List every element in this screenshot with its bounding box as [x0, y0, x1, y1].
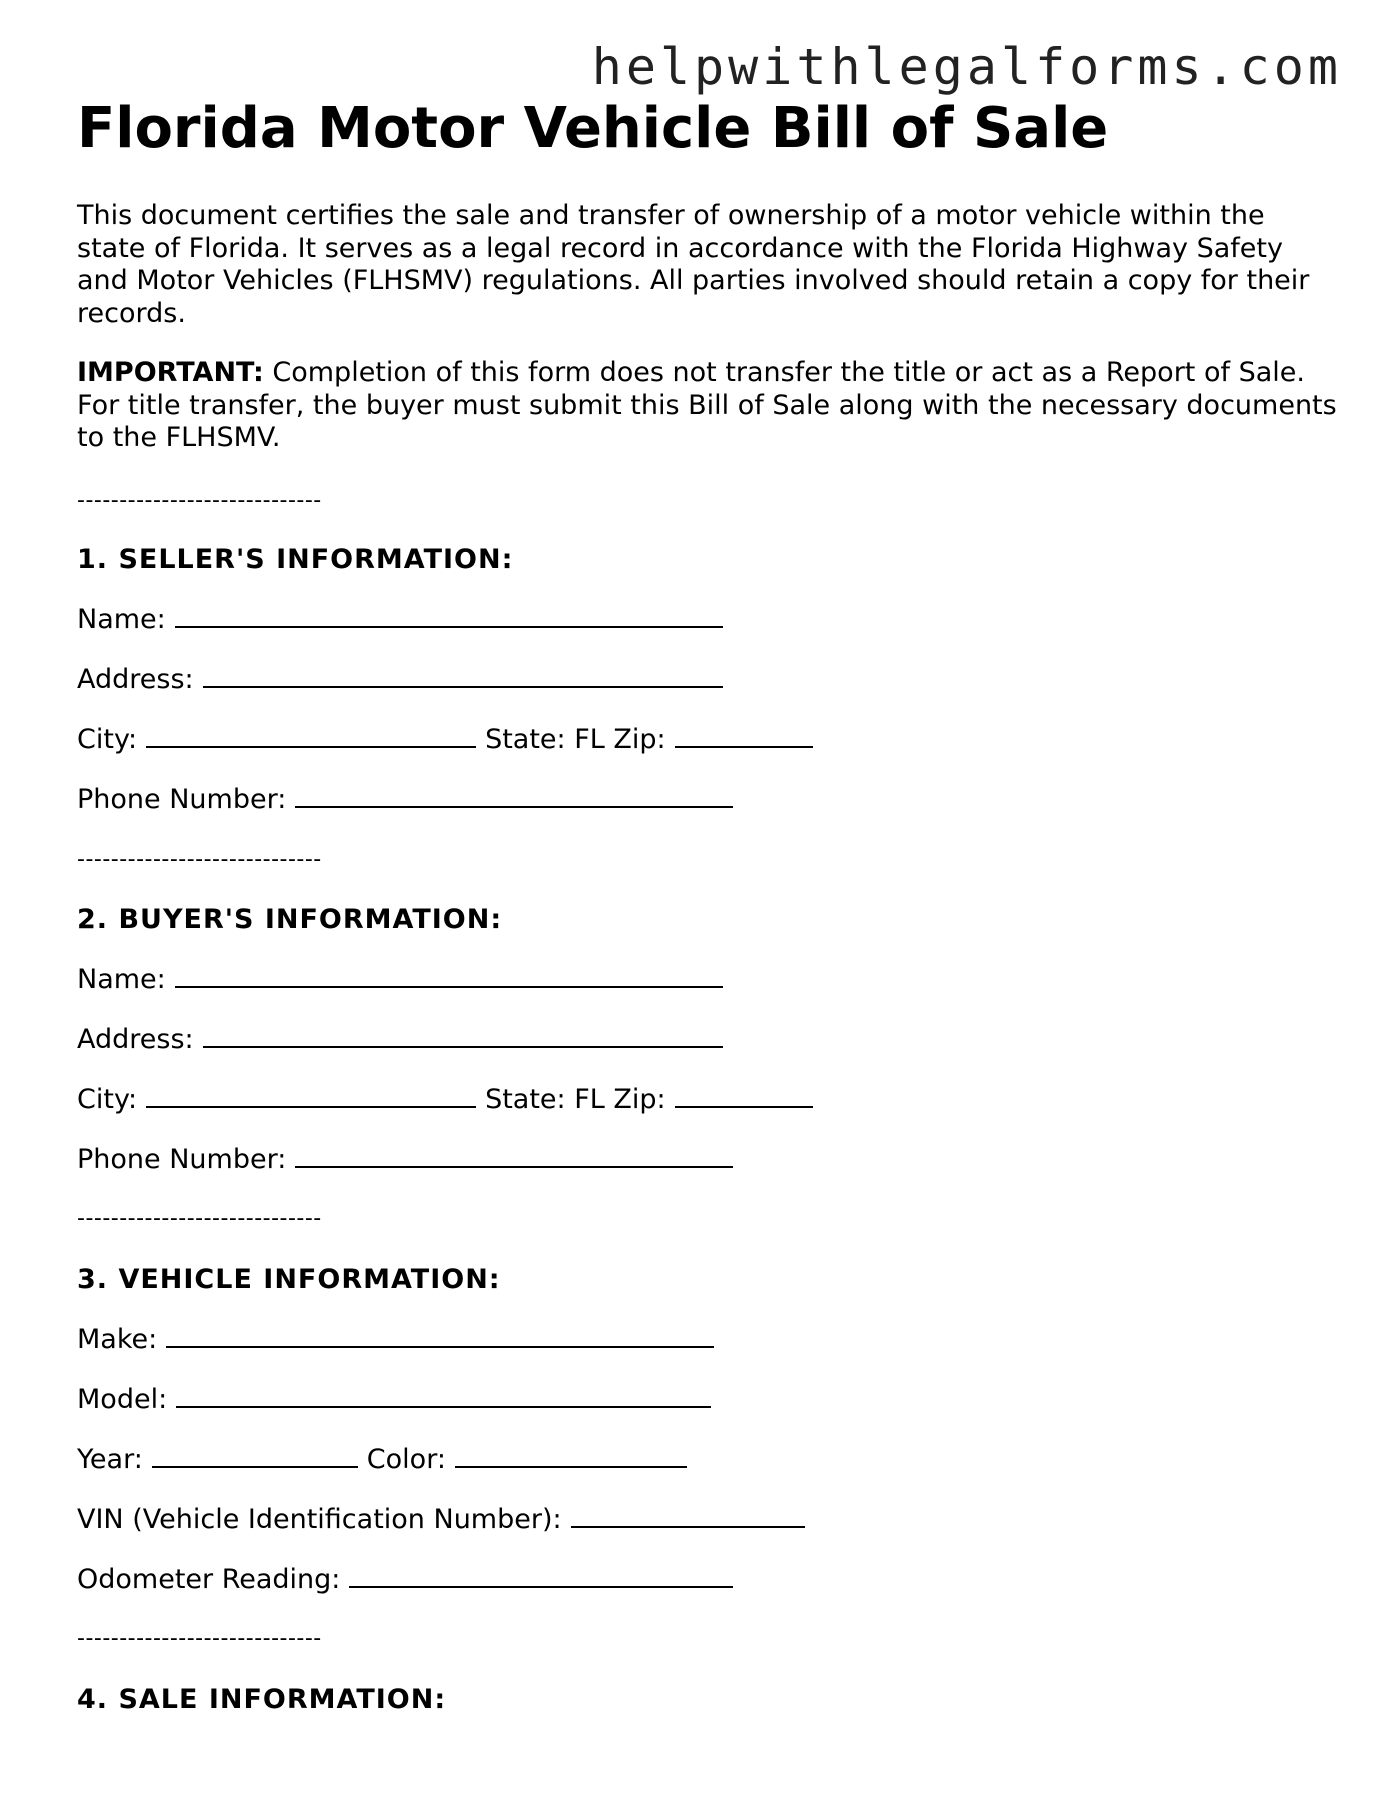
vehicle-vin-label: VIN (Vehicle Identification Number): [77, 1504, 562, 1535]
seller-phone-field[interactable] [77, 784, 733, 816]
document-title: Florida Motor Vehicle Bill of Sale [77, 96, 1109, 161]
buyer-phone-label: Phone Number: [77, 1144, 287, 1175]
buyer-phone-field[interactable] [77, 1144, 733, 1176]
site-watermark: helpwithlegalforms.com [591, 38, 1342, 96]
vehicle-vin-blank[interactable] [571, 1504, 805, 1528]
vehicle-heading: 3. VEHICLE INFORMATION: [77, 1264, 501, 1295]
vehicle-make-label: Make: [77, 1324, 158, 1355]
buyer-city-label: City: [77, 1084, 138, 1115]
vehicle-year-blank[interactable] [152, 1444, 358, 1468]
vehicle-make-field[interactable] [77, 1324, 714, 1356]
seller-phone-label: Phone Number: [77, 784, 287, 815]
vehicle-model-blank[interactable] [176, 1384, 711, 1408]
seller-address-blank[interactable] [203, 664, 723, 688]
vehicle-color-label: Color: [366, 1444, 446, 1475]
buyer-address-blank[interactable] [203, 1024, 723, 1048]
seller-zip-blank[interactable] [675, 724, 813, 748]
seller-state-zip-label: State: FL Zip: [485, 724, 666, 755]
vehicle-year-color-field[interactable] [77, 1444, 687, 1476]
vehicle-color-blank[interactable] [455, 1444, 687, 1468]
vehicle-odometer-label: Odometer Reading: [77, 1564, 341, 1595]
vehicle-make-blank[interactable] [166, 1324, 714, 1348]
seller-city-label: City: [77, 724, 138, 755]
important-notice [77, 357, 1337, 455]
seller-address-field[interactable] [77, 664, 723, 696]
buyer-name-field[interactable] [77, 964, 723, 996]
section-separator: ----------------------------- [77, 1626, 322, 1651]
important-text: Completion of this form does not transfer the title or act as a Report of Sale. For title transfer, the buyer must submit this Bill of Sale along with the necessary documents to the FLHSMV. [77, 357, 1337, 453]
buyer-address-field[interactable] [77, 1024, 723, 1056]
buyer-address-label: Address: [77, 1024, 194, 1055]
seller-phone-blank[interactable] [295, 784, 733, 808]
section-separator: ----------------------------- [77, 488, 322, 513]
vehicle-odometer-blank[interactable] [349, 1564, 733, 1588]
seller-name-label: Name: [77, 604, 166, 635]
seller-city-state-zip-field[interactable] [77, 724, 813, 756]
buyer-city-state-zip-field[interactable] [77, 1084, 813, 1116]
sale-heading: 4. SALE INFORMATION: [77, 1684, 447, 1715]
seller-city-blank[interactable] [146, 724, 476, 748]
intro-paragraph: This document certifies the sale and transfer of ownership of a motor vehicle within the state of Florida. It serves as a legal record in accordance with the Florida Highway Safety and Motor Vehicles (FLHSMV) regulations. All parties involved should retain a copy for their records. [77, 200, 1310, 329]
buyer-name-label: Name: [77, 964, 166, 995]
vehicle-year-label: Year: [77, 1444, 143, 1475]
section-separator: ----------------------------- [77, 1206, 322, 1231]
important-label: IMPORTANT: [77, 357, 264, 388]
buyer-city-blank[interactable] [146, 1084, 476, 1108]
buyer-name-blank[interactable] [175, 964, 723, 988]
vehicle-model-label: Model: [77, 1384, 168, 1415]
vehicle-model-field[interactable] [77, 1384, 711, 1416]
buyer-phone-blank[interactable] [295, 1144, 733, 1168]
seller-name-field[interactable] [77, 604, 723, 636]
buyer-zip-blank[interactable] [675, 1084, 813, 1108]
seller-name-blank[interactable] [175, 604, 723, 628]
vehicle-vin-field[interactable] [77, 1504, 805, 1536]
vehicle-odometer-field[interactable] [77, 1564, 733, 1596]
buyer-heading: 2. BUYER'S INFORMATION: [77, 904, 503, 935]
section-separator: ----------------------------- [77, 847, 322, 872]
seller-heading: 1. SELLER'S INFORMATION: [77, 544, 514, 575]
buyer-state-zip-label: State: FL Zip: [485, 1084, 666, 1115]
seller-address-label: Address: [77, 664, 194, 695]
